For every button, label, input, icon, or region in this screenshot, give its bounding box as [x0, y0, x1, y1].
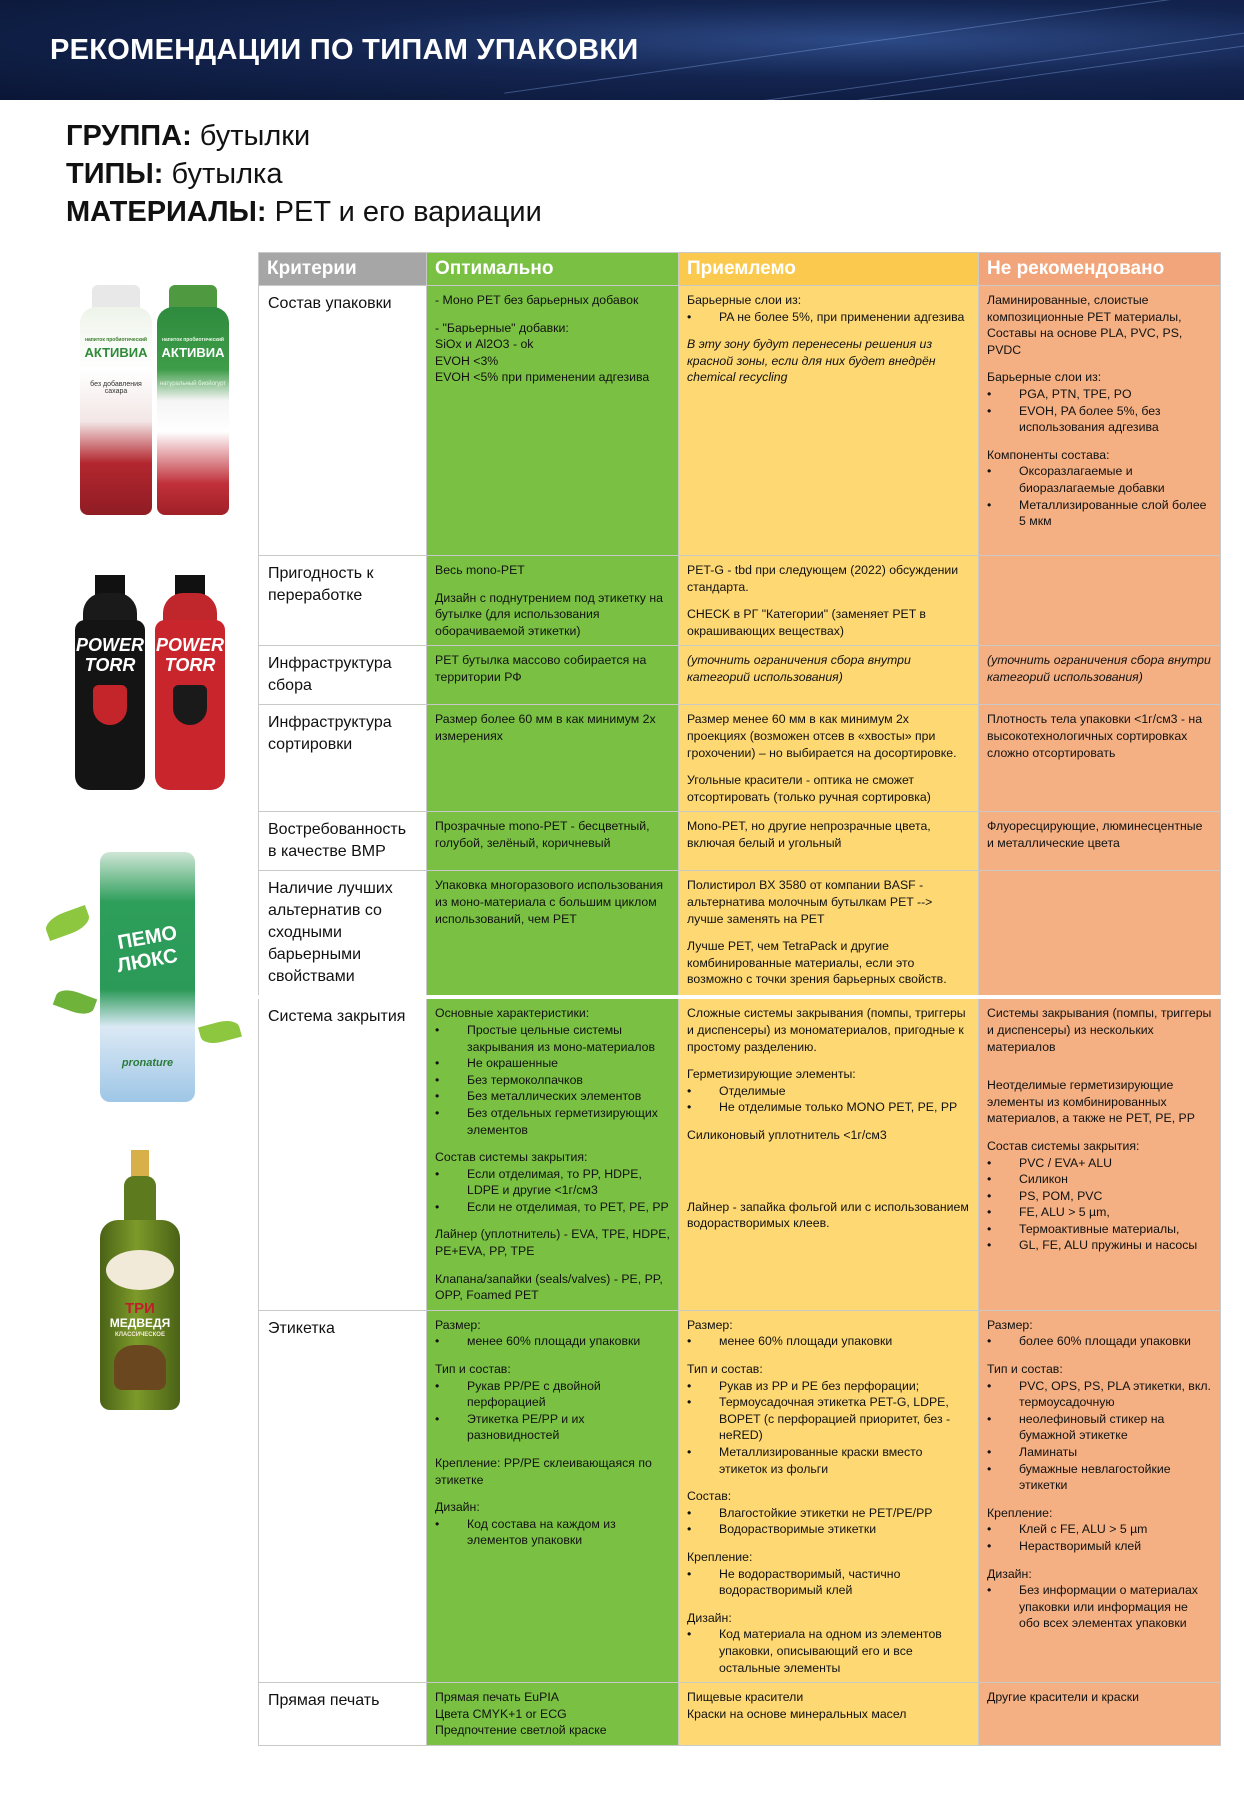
bullet-item: • Этикетка PE/PP и их разновидностей: [435, 1411, 670, 1444]
cell-text: Неотделимые герметизирующие элементы из комбинированных материалов, а также не PET, PE, PP: [987, 1078, 1195, 1126]
spacer: [687, 1055, 970, 1066]
bullet-list: [687, 309, 970, 326]
materials-line: МАТЕРИАЛЫ: PET и его вариации: [66, 196, 542, 228]
cell-text: Системы закрывания (помпы, триггеры и диспенсеры) из нескольких материалов: [987, 1006, 1212, 1054]
spacer: [687, 1477, 970, 1488]
not-recommended-cell: [979, 871, 1221, 998]
bullet-item: • неолефиновый стикер на бумажной этикетке: [987, 1411, 1212, 1444]
spacer: [687, 1155, 970, 1166]
bullet-list: [987, 1521, 1212, 1554]
bullet-item: • менее 60% площади упаковки: [435, 1333, 670, 1350]
not-recommended-cell: [979, 1310, 1221, 1682]
cell-text: Размер:: [435, 1317, 481, 1332]
bullet-item: • PGA, PTN, TPE, PO: [987, 386, 1212, 403]
spacer: [687, 761, 970, 772]
bullet-item: • PS, POM, PVC: [987, 1188, 1212, 1205]
bullet-item: • Нерастворимый клей: [987, 1538, 1212, 1555]
bullet-item: • Если отделимая, то PP, HDPE, LDPE и другие <1г/см3: [435, 1166, 670, 1199]
optimal-cell: [427, 646, 679, 705]
bullet-item: • бумажные невлагостойкие этикетки: [987, 1461, 1212, 1494]
cell-text: Основные характеристики:: [435, 1006, 590, 1021]
bullet-list: [435, 1166, 670, 1216]
header-criteria: Критерии: [259, 253, 427, 286]
cell-text: Размер:: [687, 1317, 733, 1332]
activia-bottle-image: напиток пробиотический АКТИВИА натуральный биойогурт: [157, 285, 229, 515]
optimal-cell: [427, 705, 679, 812]
bullet-item: • Термоактивные материалы,: [987, 1221, 1212, 1238]
bullet-list: [987, 1333, 1212, 1350]
power-torr-black-bottle-image: POWER TORR: [75, 575, 145, 790]
cell-text: Дизайн:: [987, 1566, 1032, 1581]
spacer: [687, 1538, 970, 1549]
spacer: [687, 1166, 970, 1177]
bullet-item: • менее 60% площади упаковки: [687, 1333, 970, 1350]
table-row: [259, 1310, 1221, 1682]
table-row: [259, 286, 1221, 556]
table-row: [259, 705, 1221, 812]
cell-text: Mono-PET, но другие непрозрачные цвета, включая белый и угольный: [687, 819, 931, 850]
header-acceptable: Приемлемо: [679, 253, 979, 286]
bullet-list: [687, 1505, 970, 1538]
cell-text: Плотность тела упаковки <1г/см3 - на высокотехнологичных сортировках сложно отсортировать: [987, 712, 1203, 760]
acceptable-cell: [679, 871, 979, 998]
not-recommended-cell: [979, 1683, 1221, 1746]
cell-text: Размер более 60 мм в как минимум 2х измерениях: [435, 712, 656, 743]
note-text: (уточнить ограничения сбора внутри категорий использования): [987, 653, 1211, 684]
cell-text: Барьерные слои из:: [987, 370, 1102, 385]
cell-text: Лучше PET, чем TetraPack и другие комбинированные материалы, если это возможно с точки зрения барьерных свойств.: [687, 939, 947, 987]
bullet-item: • Простые цельные системы закрывания из моно-материалов: [435, 1022, 670, 1055]
cell-text: Флуоресцирующие, люминесцентные и металлические цвета: [987, 819, 1203, 850]
spacer: [687, 595, 970, 606]
criterion-cell: Система закрытия: [259, 997, 427, 1310]
cell-text: - "Барьерные" добавки: SiOx и Al2O3 - ok EVOH <3% EVOH <5% при применении адгезива: [435, 320, 650, 385]
criterion-cell: Инфраструктура сбора: [259, 646, 427, 705]
criterion-cell: Прямая печать: [259, 1683, 427, 1746]
beer-bottle-image: ТРИ МЕДВЕДЯ КЛАССИЧЕСКОЕ: [100, 1150, 180, 1410]
cell-text: Тип и состав:: [687, 1362, 763, 1377]
bullet-list: [687, 1333, 970, 1350]
bullet-item: • Если не отделимая, то PET, PE, PP: [435, 1199, 670, 1216]
bullet-item: • PA не более 5%, при применении адгезива: [687, 309, 970, 326]
power-torr-red-bottle-image: POWER TORR: [155, 575, 225, 790]
bullet-item: • Термоусадочная этикетка PET-G, LDPE, BOPET (с перфорацией приоритет, без - неRED): [687, 1394, 970, 1444]
cell-text: PET бутылка массово собирается на территории РФ: [435, 653, 647, 684]
criteria-table: [258, 252, 1221, 1746]
not-recommended-cell: [979, 812, 1221, 871]
not-recommended-cell: [979, 286, 1221, 556]
bullet-item: • Код состава на каждом из элементов упаковки: [435, 1516, 670, 1549]
bullet-item: • Ламинаты: [987, 1444, 1212, 1461]
cell-text: Крепление:: [687, 1549, 753, 1564]
bullet-list: [435, 1516, 670, 1549]
optimal-cell: [427, 871, 679, 998]
bullet-item: • Без отдельных герметизирующих элементов: [435, 1105, 670, 1138]
spacer: [987, 1494, 1212, 1505]
cell-text: Тип и состав:: [987, 1362, 1063, 1377]
not-recommended-cell: [979, 556, 1221, 646]
spacer: [987, 1350, 1212, 1361]
optimal-cell: [427, 812, 679, 871]
table-row: [259, 646, 1221, 705]
bullet-item: • Без информации о материалах упаковки или информация не обо всех элементах упаковки: [987, 1582, 1212, 1632]
cell-text: - Моно PET без барьерных добавок: [435, 293, 639, 307]
table-row: [259, 997, 1221, 1310]
spacer: [987, 1066, 1212, 1077]
spacer: [687, 1599, 970, 1610]
cell-text: Размер менее 60 мм в как минимум 2х проекциях (возможен отсев в «хвосты» при грохочении) – но выбирается на досортировке.: [687, 712, 957, 760]
cell-text: Состав системы закрытия:: [435, 1150, 588, 1165]
cell-text: Сложные системы закрывания (помпы, триггеры и диспенсеры) из мономатериалов, пригодные к простому разделению.: [687, 1006, 966, 1054]
not-recommended-cell: [979, 997, 1221, 1310]
acceptable-cell: [679, 1310, 979, 1682]
spacer: [687, 1188, 970, 1199]
table-row: [259, 871, 1221, 998]
criterion-cell: Востребованность в качестве ВМР: [259, 812, 427, 871]
criterion-cell: Пригодность к переработке: [259, 556, 427, 646]
cell-text: Весь mono-PET: [435, 563, 525, 577]
note-text: (уточнить ограничения сбора внутри категорий использования): [687, 653, 911, 684]
cell-text: Лайнер (уплотнитель) - EVA, TPE, HDPE, PE+EVA, PP, TPE: [435, 1227, 670, 1259]
acceptable-cell: [679, 705, 979, 812]
bullet-list: [987, 1155, 1212, 1255]
cell-text: Крепление: PP/PE склеивающаяся по этикетке: [435, 1456, 652, 1487]
bullet-item: • Код материала на одном из элементов упаковки, описывающий его и все остальные элементы: [687, 1626, 970, 1676]
bullet-item: • Без металлических элементов: [435, 1088, 670, 1105]
table-row: [259, 1683, 1221, 1746]
bullet-item: • Отделимые: [687, 1083, 970, 1100]
bullet-list: [687, 1083, 970, 1116]
acceptable-cell: [679, 997, 979, 1310]
bullet-item: • Металлизированные слой более 5 мкм: [987, 497, 1212, 530]
header-not-recommended: Не рекомендовано: [979, 253, 1221, 286]
bullet-list: [435, 1378, 670, 1444]
optimal-cell: [427, 997, 679, 1310]
cell-text: Силиконовый уплотнитель <1г/см3: [687, 1127, 887, 1142]
acceptable-cell: [679, 812, 979, 871]
spacer: [435, 1350, 670, 1361]
cell-text: Состав системы закрытия:: [987, 1138, 1140, 1153]
bullet-item: • FE, ALU > 5 µm,: [987, 1204, 1212, 1221]
cell-text: Размер:: [987, 1317, 1033, 1332]
cell-text: Упаковка многоразового использования из моно-материала с большим циклом использований, чем PET: [435, 878, 663, 926]
cell-text: Другие красители и краски: [987, 1690, 1139, 1705]
spacer: [435, 1260, 670, 1271]
optimal-cell: [427, 1683, 679, 1746]
bullet-item: • Металлизированные краски вместо этикеток из фольги: [687, 1444, 970, 1477]
spacer: [435, 309, 670, 320]
spacer: [987, 436, 1212, 447]
criterion-cell: Инфраструктура сортировки: [259, 705, 427, 812]
header-optimal: Оптимально: [427, 253, 679, 286]
spacer: [687, 1177, 970, 1188]
criterion-cell: Наличие лучших альтернатив со сходными барьерными свойствами: [259, 871, 427, 998]
packaging-meta: [66, 117, 542, 231]
spacer: [435, 579, 670, 590]
cell-text: PET-G - tbd при следующем (2022) обсуждении стандарта.: [687, 563, 959, 594]
cell-text: Герметизирующие элементы:: [687, 1067, 856, 1082]
optimal-cell: [427, 556, 679, 646]
bullet-list: [987, 463, 1212, 529]
bullet-item: • GL, FE, ALU пружины и насосы: [987, 1237, 1212, 1254]
note-text: В эту зону будут перенесены решения из красной зоны, если для них будет внедрён chemical recycling: [687, 337, 936, 385]
spacer: [987, 358, 1212, 369]
bullet-list: [987, 1378, 1212, 1494]
cell-text: Компоненты состава:: [987, 447, 1110, 462]
spacer: [687, 1144, 970, 1155]
spacer: [687, 1350, 970, 1361]
spacer: [987, 1055, 1212, 1066]
pemolux-container-image: ПЕМО ЛЮКС pronature: [100, 852, 195, 1102]
bullet-list: [435, 1333, 670, 1350]
cell-text: Прозрачные mono-PET - бесцветный, голубой, зелёный, коричневый: [435, 819, 650, 850]
bullet-item: • EVOH, PA более 5%, без использования адгезива: [987, 403, 1212, 436]
optimal-cell: [427, 1310, 679, 1682]
bullet-list: [687, 1626, 970, 1676]
table-row: [259, 812, 1221, 871]
cell-text: Барьерные слои из:: [687, 293, 802, 307]
cell-text: Клапана/запайки (seals/valves) - PE, PP, OPP, Foamed PET: [435, 1271, 663, 1303]
bullet-item: • Влагостойкие этикетки не PET/PE/PP: [687, 1505, 970, 1522]
cell-text: Ламинированные, слоистые композиционные PET материалы, Составы на основе PLA, PVC, PS, PVDC: [987, 293, 1183, 357]
table-row: [259, 556, 1221, 646]
bullet-list: [987, 1582, 1212, 1632]
not-recommended-cell: [979, 705, 1221, 812]
spacer: [987, 1127, 1212, 1138]
acceptable-cell: [679, 556, 979, 646]
cell-text: Дизайн:: [687, 1610, 732, 1625]
cell-text: Тип и состав:: [435, 1362, 511, 1377]
acceptable-cell: [679, 646, 979, 705]
bullet-item: • Не водорастворимый, частично водорастворимый клей: [687, 1566, 970, 1599]
spacer: [435, 1444, 670, 1455]
bullet-item: • Оксоразлагаемые и биоразлагаемые добавки: [987, 463, 1212, 496]
spacer: [435, 1488, 670, 1499]
bullet-item: • более 60% площади упаковки: [987, 1333, 1212, 1350]
bullet-item: • Не отделимые только MONO PET, PE, PP: [687, 1099, 970, 1116]
bullet-item: • Рукав из PP и PE без перфорации;: [687, 1378, 970, 1395]
acceptable-cell: [679, 286, 979, 556]
bullet-item: • Не окрашенные: [435, 1055, 670, 1072]
optimal-cell: [427, 286, 679, 556]
bullet-item: • Рукав PP/PE с двойной перфорацией: [435, 1378, 670, 1411]
acceptable-cell: [679, 1683, 979, 1746]
header-banner: [0, 0, 1244, 100]
page-title: РЕКОМЕНДАЦИИ ПО ТИПАМ УПАКОВКИ: [50, 34, 639, 66]
bullet-item: • Силикон: [987, 1171, 1212, 1188]
spacer: [687, 1116, 970, 1127]
bullet-item: • Без термоколпачков: [435, 1072, 670, 1089]
types-line: ТИПЫ: бутылка: [66, 158, 283, 190]
cell-text: Состав:: [687, 1489, 732, 1504]
cell-text: CHECK в РГ "Категории" (заменяет PET в окрашивающих веществах): [687, 607, 926, 638]
bullet-item: • PVC, OPS, PS, PLA этикетки, вкл. термоусадочную: [987, 1378, 1212, 1411]
criterion-cell: Состав упаковки: [259, 286, 427, 556]
bullet-list: [435, 1022, 670, 1138]
bullet-list: [687, 1566, 970, 1599]
bullet-list: [987, 386, 1212, 436]
spacer: [687, 325, 970, 336]
spacer: [435, 1138, 670, 1149]
cell-text: Лайнер - запайка фольгой или с использованием водорастворимых клеев.: [687, 1199, 969, 1231]
cell-text: Дизайн с поднутрением под этикетку на бутылке (для использования оборачиваемой этикетки): [435, 590, 663, 638]
cell-text: Угольные красители - оптика не сможет отсортировать (только ручная сортировка): [687, 773, 931, 804]
spacer: [435, 1215, 670, 1226]
bullet-item: • Клей с FE, ALU > 5 µm: [987, 1521, 1212, 1538]
group-line: ГРУППА: бутылки: [66, 120, 311, 152]
bullet-list: [687, 1378, 970, 1478]
spacer: [687, 927, 970, 938]
cell-text: Прямая печать EuPIA Цвета CMYK+1 or ECG Предпочтение светлой краске: [435, 1690, 607, 1738]
cell-text: Полистирол BX 3580 от компании BASF - альтернатива молочным бутылкам PET --> лучше заменять на PET: [687, 878, 933, 926]
cell-text: Пищевые красители Краски на основе минеральных масел: [687, 1690, 907, 1721]
bullet-item: • PVC / EVA+ ALU: [987, 1155, 1212, 1172]
activia-bottle-image: напиток пробиотический АКТИВИА без добавления сахара: [80, 285, 152, 515]
not-recommended-cell: [979, 646, 1221, 705]
cell-text: Дизайн:: [435, 1500, 480, 1515]
spacer: [987, 1555, 1212, 1566]
cell-text: Крепление:: [987, 1505, 1053, 1520]
bullet-item: • Водорастворимые этикетки: [687, 1521, 970, 1538]
criterion-cell: Этикетка: [259, 1310, 427, 1682]
